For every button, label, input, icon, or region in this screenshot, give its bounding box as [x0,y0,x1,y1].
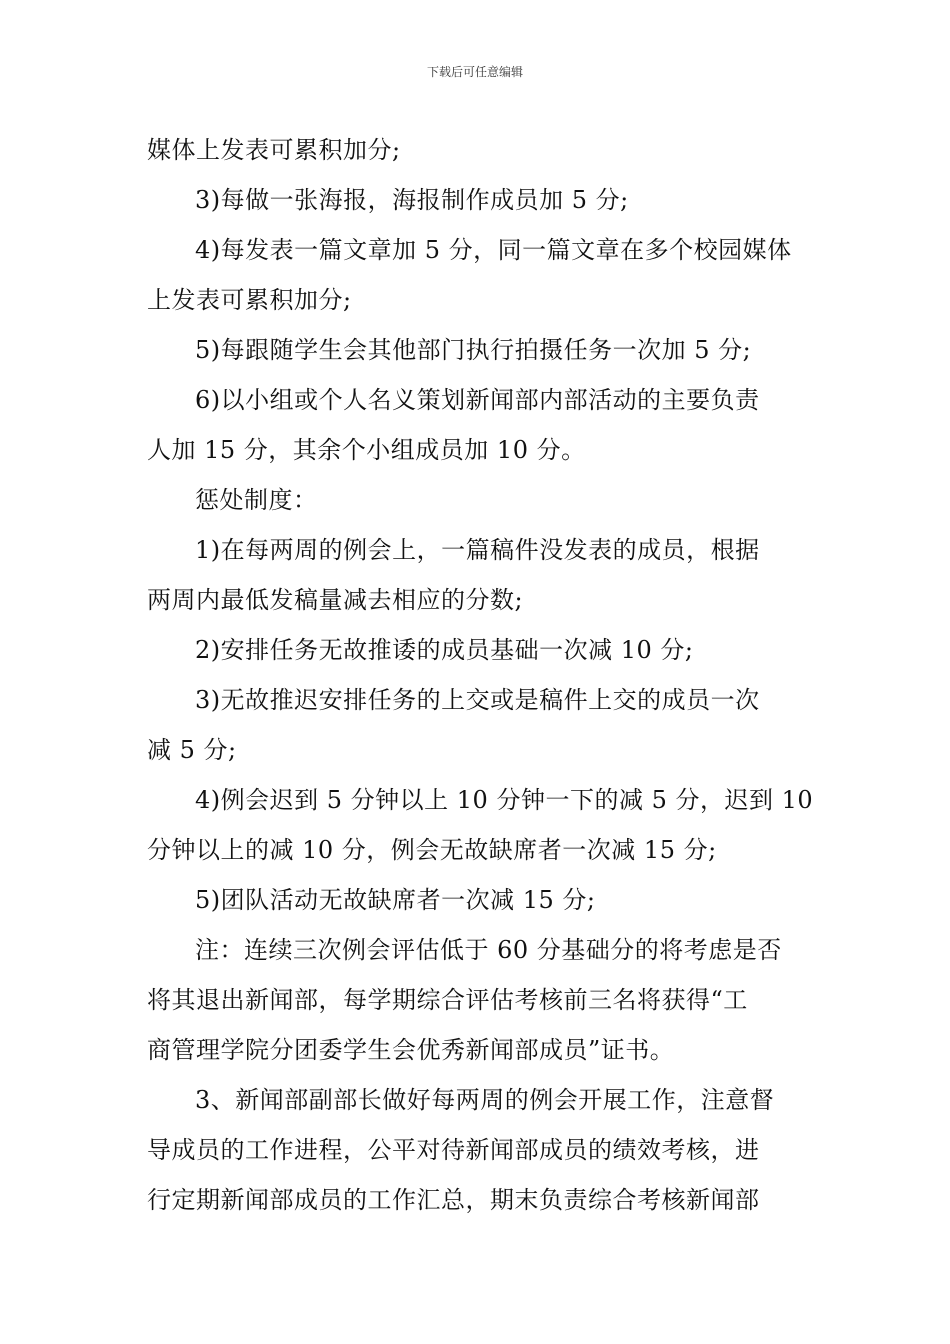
page-header: 下载后可任意编辑 [426,65,523,79]
text-line: 4)例会迟到 5 分钟以上 10 分钟一下的减 5 分，迟到 10 [195,786,814,814]
text-line: 3)每做一张海报，海报制作成员加 5 分; [195,186,629,214]
text-line: 注：连续三次例会评估低于 60 分基础分的将考虑是否 [195,936,782,964]
text-line: 两周内最低发稿量减去相应的分数; [147,586,524,614]
text-line: 分钟以上的减 10 分，例会无故缺席者一次减 15 分; [147,836,717,864]
text-line: 2)安排任务无故推诿的成员基础一次减 10 分; [195,636,694,664]
text-line: 1)在每两周的例会上，一篇稿件没发表的成员，根据 [195,536,760,564]
text-line: 商管理学院分团委学生会优秀新闻部成员”证书。 [147,1036,675,1064]
text-line: 减 5 分; [147,736,237,764]
text-line: 媒体上发表可累积加分; [147,136,401,164]
text-line: 4)每发表一篇文章加 5 分，同一篇文章在多个校园媒体 [195,236,792,264]
text-line: 5)每跟随学生会其他部门执行拍摄任务一次加 5 分; [195,336,752,364]
text-line: 导成员的工作进程，公平对待新闻部成员的绩效考核，进 [147,1136,760,1164]
text-line: 3)无故推迟安排任务的上交或是稿件上交的成员一次 [195,686,760,714]
text-line: 人加 15 分，其余个小组成员加 10 分。 [147,436,586,464]
text-line: 行定期新闻部成员的工作汇总，期末负责综合考核新闻部 [147,1186,760,1214]
text-line: 6)以小组或个人名义策划新闻部内部活动的主要负责 [195,386,760,414]
text-line: 将其退出新闻部，每学期综合评估考核前三名将获得“工 [147,986,748,1014]
text-line: 3、新闻部副部长做好每两周的例会开展工作，注意督 [195,1086,775,1114]
document-body [147,125,814,1225]
text-line: 惩处制度： [195,486,318,514]
text-line: 上发表可累积加分; [147,286,352,314]
text-line: 5)团队活动无故缺席者一次减 15 分; [195,886,596,914]
